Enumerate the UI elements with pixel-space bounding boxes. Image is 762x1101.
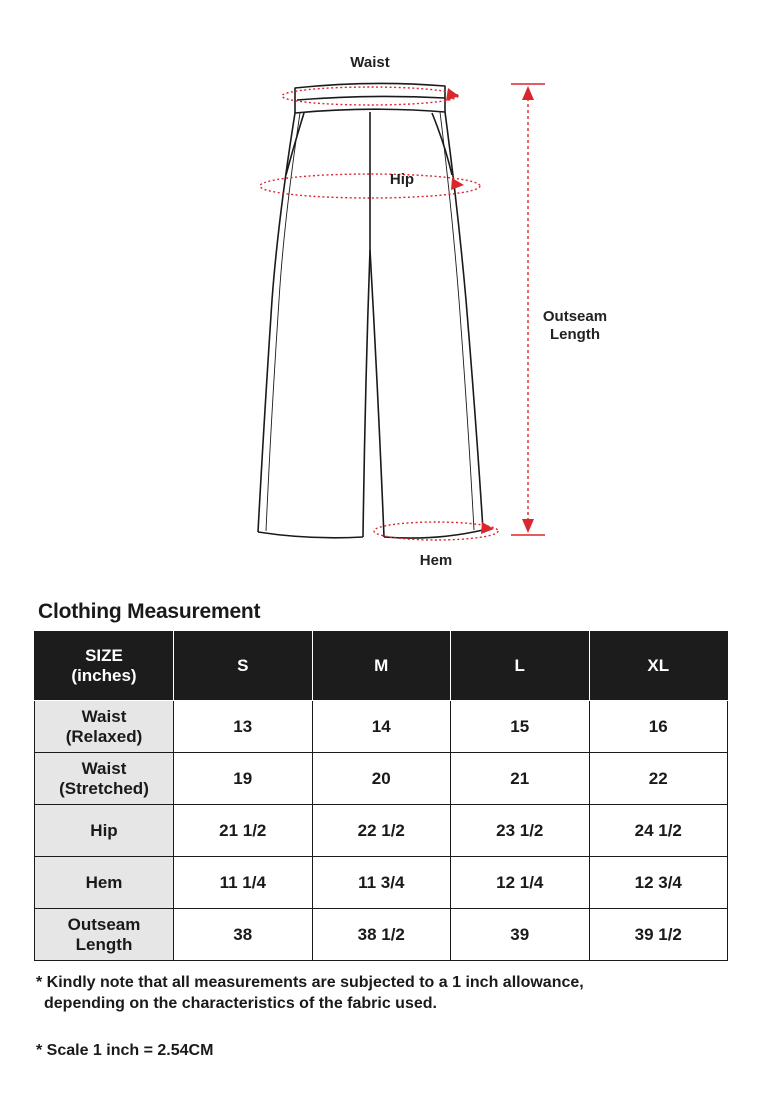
scale-note: * Scale 1 inch = 2.54CM [36, 1042, 214, 1059]
table-cell: 24 1/2 [589, 805, 728, 857]
row-label-line1: Outseam [67, 914, 141, 934]
row-label-line1: Hem [85, 872, 123, 892]
table-cell: 11 1/4 [174, 857, 313, 909]
table-cell: 14 [312, 701, 451, 753]
table-cell: 21 [451, 753, 590, 805]
table-cell: 38 [174, 909, 313, 961]
row-label-waist-stretched [35, 753, 174, 805]
size-col-xl: XL [589, 632, 728, 701]
table-cell: 38 1/2 [312, 909, 451, 961]
size-col-l: L [451, 632, 590, 701]
hip-label: Hip [389, 171, 415, 188]
size-header-cell [35, 632, 174, 701]
right-hem [384, 530, 483, 538]
size-header-line1: SIZE [85, 646, 123, 665]
table-row [35, 805, 728, 857]
hem-arrow-icon [481, 522, 494, 534]
row-label-line2: Length [75, 934, 133, 954]
table-cell: 16 [589, 701, 728, 753]
table-cell: 11 3/4 [312, 857, 451, 909]
outseam-label-line1: Outseam [542, 308, 608, 325]
left-leg-outer [258, 113, 295, 532]
outseam-dimension [511, 84, 545, 535]
outseam-up-arrow-icon [522, 86, 534, 100]
allowance-note [36, 972, 584, 1014]
pants-outline [258, 83, 483, 538]
table-cell: 20 [312, 753, 451, 805]
table-cell: 19 [174, 753, 313, 805]
note-line2: depending on the characteristics of the fabric used. [44, 995, 437, 1012]
table-cell: 13 [174, 701, 313, 753]
table-row [35, 753, 728, 805]
row-label-line1: Waist [81, 706, 127, 726]
right-leg-outer [445, 112, 483, 530]
row-label-line1: Waist [81, 758, 127, 778]
table-cell: 23 1/2 [451, 805, 590, 857]
table-cell: 15 [451, 701, 590, 753]
size-col-m: M [312, 632, 451, 701]
table-cell: 22 [589, 753, 728, 805]
row-label-line2: (Relaxed) [65, 726, 143, 746]
right-inseam [370, 250, 384, 537]
table-cell: 12 1/4 [451, 857, 590, 909]
left-inseam [363, 112, 370, 537]
row-label-waist-relaxed [35, 701, 174, 753]
table-cell: 21 1/2 [174, 805, 313, 857]
outseam-down-arrow-icon [522, 519, 534, 533]
row-label-hem [35, 857, 174, 909]
table-row [35, 909, 728, 961]
size-chart-table [34, 631, 728, 961]
table-header-row [35, 632, 728, 701]
note-line1: * Kindly note that all measurements are subjected to a 1 inch allowance, [36, 974, 584, 991]
hem-label: Hem [419, 552, 453, 569]
table-row [35, 701, 728, 753]
row-label-line1: Hip [90, 820, 118, 840]
size-col-s: S [174, 632, 313, 701]
left-pocket [286, 113, 304, 175]
table-cell: 39 [451, 909, 590, 961]
measure-marks [260, 87, 498, 540]
outseam-label-line2: Length [550, 326, 600, 343]
waist-label: Waist [350, 54, 390, 71]
row-label-outseam-length [35, 909, 174, 961]
table-cell: 39 1/2 [589, 909, 728, 961]
waistband-inner-line [297, 96, 445, 100]
right-side-seam [440, 112, 474, 530]
size-header-line2: (inches) [71, 666, 137, 685]
table-row [35, 857, 728, 909]
left-hem [258, 532, 363, 538]
section-title: Clothing Measurement [38, 600, 261, 623]
table-cell: 12 3/4 [589, 857, 728, 909]
table-cell: 22 1/2 [312, 805, 451, 857]
row-label-line2: (Stretched) [59, 778, 149, 798]
row-label-hip [35, 805, 174, 857]
